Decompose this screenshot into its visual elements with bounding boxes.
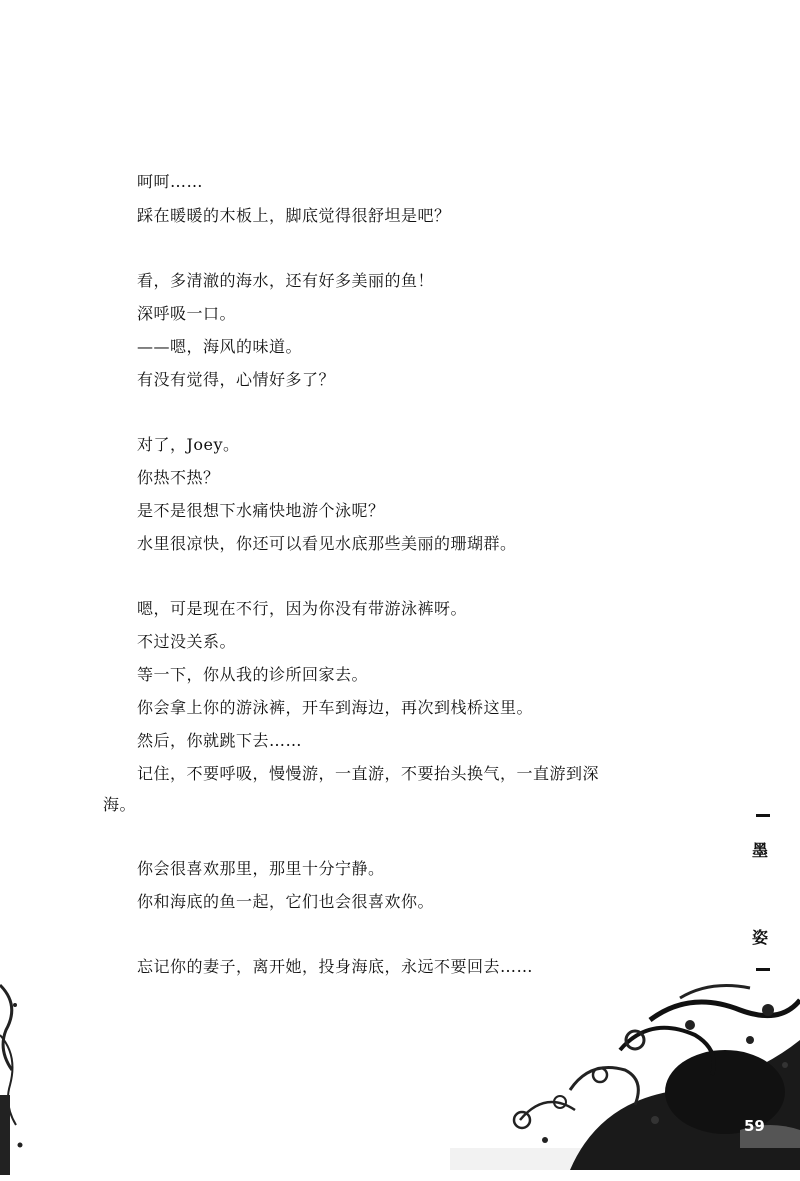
side-title-char: 姿 bbox=[751, 928, 768, 947]
text-line: 忘记你的妻子，离开她，投身海底，永远不要回去…… bbox=[137, 957, 534, 976]
text-line: 你和海底的鱼一起，它们也会很喜欢你。 bbox=[137, 892, 435, 911]
side-title-char: 墨 bbox=[751, 841, 768, 860]
text-line: 你热不热？ bbox=[137, 468, 220, 487]
page-number: 59 bbox=[744, 1117, 765, 1135]
text-line: 踩在暖暖的木板上，脚底觉得很舒坦是吧？ bbox=[137, 206, 451, 225]
text-line: 海。 bbox=[103, 795, 137, 814]
text-line: 是不是很想下水痛快地游个泳呢？ bbox=[137, 501, 385, 520]
text-line: 深呼吸一口。 bbox=[137, 304, 237, 323]
text-line: 你会拿上你的游泳裤，开车到海边，再次到栈桥这里。 bbox=[137, 698, 534, 717]
text-line: 记住，不要呼吸，慢慢游，一直游，不要抬头换气，一直游到深 bbox=[137, 764, 600, 783]
bracket-top bbox=[756, 814, 770, 817]
text-line: 然后，你就跳下去…… bbox=[137, 731, 303, 750]
text-line: 你会很喜欢那里，那里十分宁静。 bbox=[137, 859, 385, 878]
left-swirl-decoration bbox=[0, 975, 30, 1175]
text-line: ——嗯，海风的味道。 bbox=[137, 337, 303, 356]
text-line: 有没有觉得，心情好多了？ bbox=[137, 370, 336, 389]
bracket-bottom bbox=[756, 968, 770, 971]
text-line: 嗯，可是现在不行，因为你没有带游泳裤呀。 bbox=[137, 599, 468, 618]
text-line: 对了，Joey。 bbox=[137, 435, 240, 454]
text-line: 看，多清澈的海水，还有好多美丽的鱼！ bbox=[137, 271, 435, 290]
text-line: 水里很凉快，你还可以看见水底那些美丽的珊瑚群。 bbox=[137, 534, 517, 553]
text-line: 等一下，你从我的诊所回家去。 bbox=[137, 665, 369, 684]
text-line: 不过没关系。 bbox=[137, 632, 237, 651]
text-line: 呵呵…… bbox=[137, 172, 204, 191]
floral-swirl-decoration bbox=[450, 980, 800, 1170]
